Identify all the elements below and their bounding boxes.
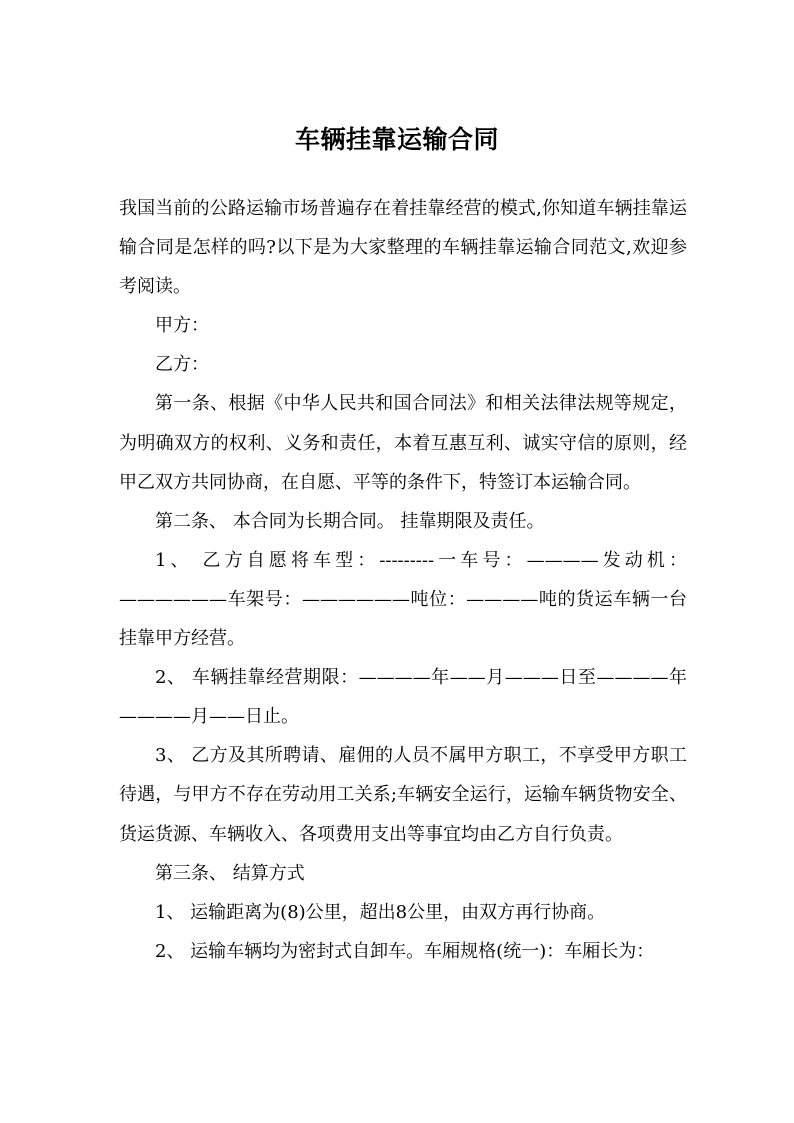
intro-paragraph: 我国当前的公路运输市场普遍存在着挂靠经营的模式,你知道车辆挂靠运输合同是怎样的吗?以下是为大家整理的车辆挂靠运输合同范文,欢迎参考阅读。 bbox=[119, 198, 687, 298]
article-2-heading: 第二条、 本合同为长期合同。 挂靠期限及责任。 bbox=[155, 510, 545, 532]
article-2-clause-3: 3、 乙方及其所聘请、雇佣的人员不属甲方职工，不享受甲方职工待遇，与甲方不存在劳动用工关系;车辆安全运行，运输车辆货物安全、货运货源、车辆收入、各项费用支出等事宜均由乙方自行负责。 bbox=[119, 745, 687, 845]
article-3-clause-2: 2、 运输车辆均为密封式自卸车。车厢规格(统一)：车厢长为： bbox=[155, 940, 655, 962]
party-b-line: 乙方： bbox=[155, 354, 209, 376]
document-title: 车辆挂靠运输合同 bbox=[294, 125, 499, 154]
article-3-clause-1: 1、 运输距离为(8)公里，超出8公里，由双方再行协商。 bbox=[155, 901, 606, 923]
article-2-clause-1: 1、 乙方自愿将车型：---------一车号：————发动机：——————车架号：——————吨位：————吨的货运车辆一台挂靠甲方经营。 bbox=[119, 549, 687, 650]
party-a-line: 甲方： bbox=[155, 315, 209, 337]
document-body bbox=[119, 189, 687, 971]
article-3-heading: 第三条、 结算方式 bbox=[155, 862, 305, 884]
article-1-paragraph: 第一条、根据《中华人民共和国合同法》和相关法律法规等规定，为明确双方的权利、义务和责任，本着互惠互利、诚实守信的原则，经甲乙双方共同协商，在自愿、平等的条件下，特签订本运输合同。 bbox=[119, 393, 687, 493]
article-2-clause-2: 2、 车辆挂靠经营期限：————年——月———日至————年————月——日止。 bbox=[119, 667, 687, 728]
